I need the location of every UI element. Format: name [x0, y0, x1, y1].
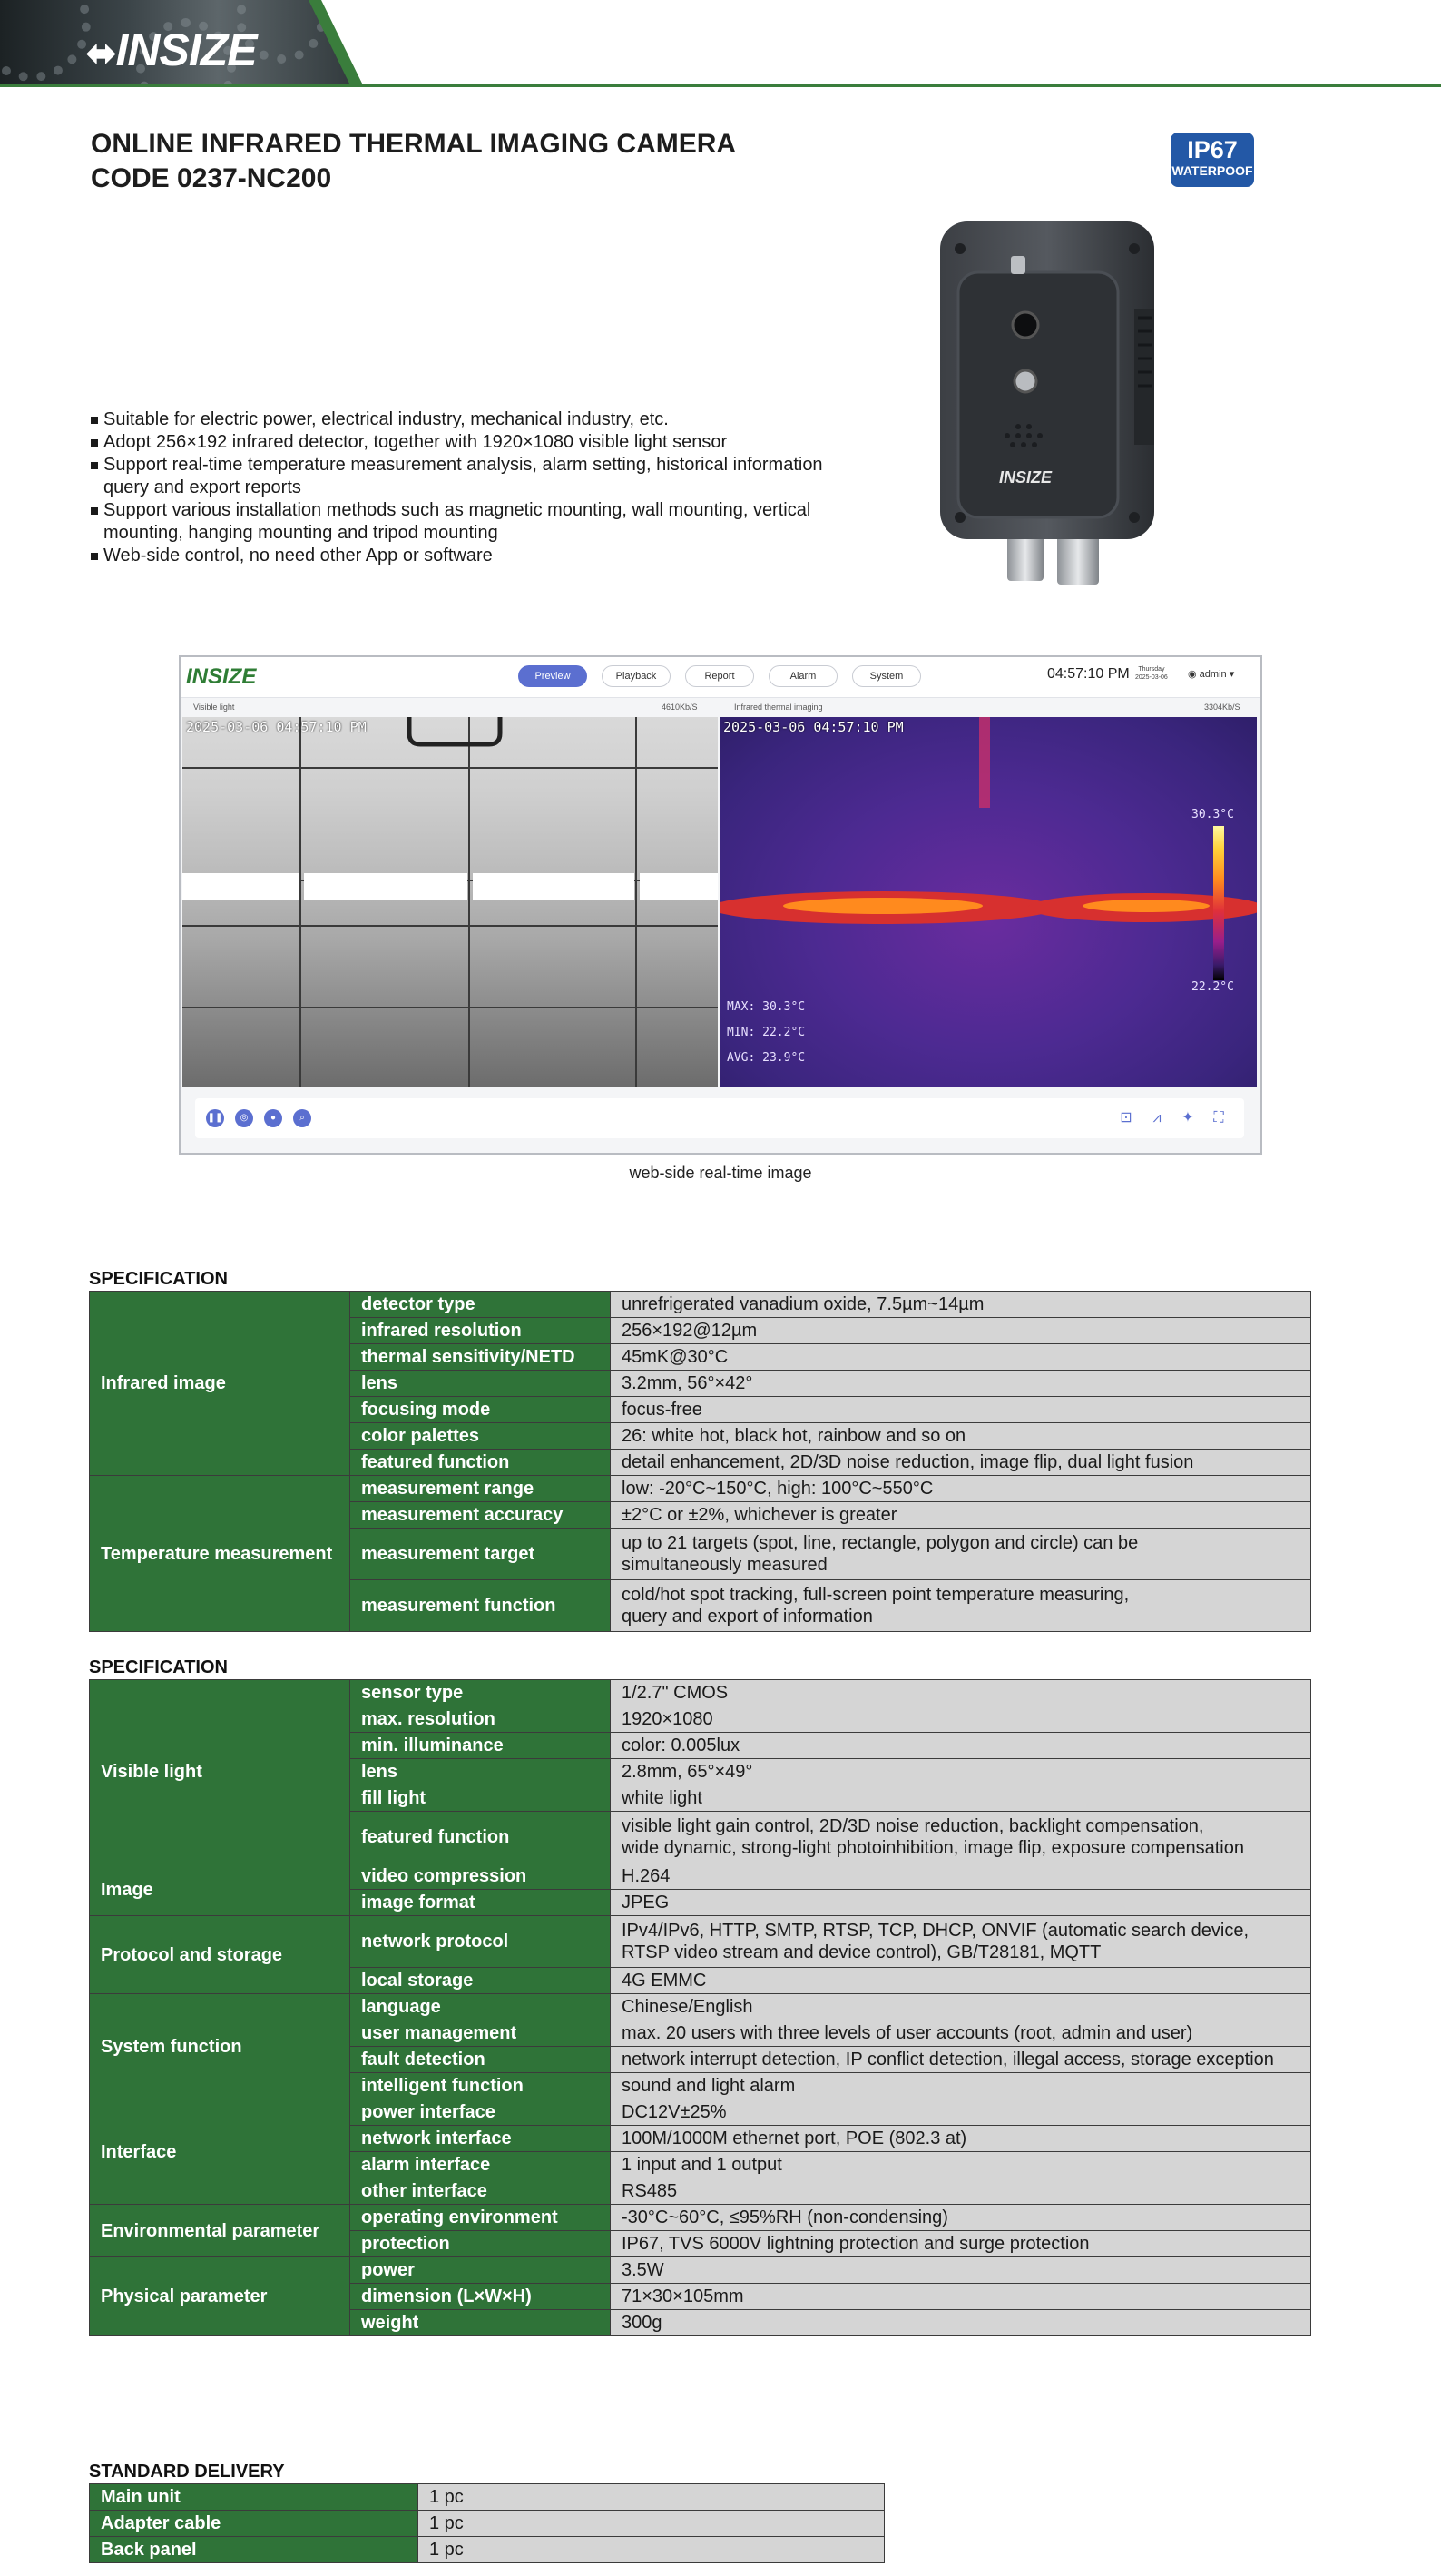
spec-row [90, 2257, 1311, 2284]
delivery-item: Back panel [90, 2537, 418, 2563]
spec-value-line: DC12V±25% [622, 2102, 727, 2122]
spec-group-label: Visible light [90, 1680, 350, 1863]
visible-timestamp: 2025-03-06 04:57:10 PM [186, 719, 367, 735]
spec-value [611, 1397, 1311, 1423]
spec-parameter: user management [350, 2020, 611, 2047]
delivery-row [90, 2484, 885, 2511]
spec-value-line: 1/2.7" CMOS [622, 1683, 729, 1703]
spec-value-line: 2.8mm, 65°×49° [622, 1762, 753, 1782]
spec-value-line: 3.2mm, 56°×42° [622, 1373, 753, 1393]
spec-value-line: cold/hot spot tracking, full-screen point temperature measuring, [622, 1585, 1130, 1605]
spec-row [90, 1916, 1311, 1968]
spec-value [611, 1785, 1311, 1812]
visible-scene [182, 717, 718, 1087]
spec-value-line: IP67, TVS 6000V lightning protection and surge protection [622, 2234, 1090, 2254]
spec-parameter: measurement target [350, 1529, 611, 1580]
spec-value [611, 1344, 1311, 1371]
feature-list [91, 408, 835, 567]
spec-value [611, 1502, 1311, 1529]
spec-value [611, 2257, 1311, 2284]
scale-max-label: 30.3°C [1191, 808, 1234, 821]
spec-parameter: infrared resolution [350, 1318, 611, 1344]
spec-value-line: Chinese/English [622, 1997, 753, 2017]
spec-parameter: fault detection [350, 2047, 611, 2073]
spec-row [90, 1292, 1311, 1318]
spec-parameter: language [350, 1994, 611, 2020]
spec-group-label: Interface [90, 2099, 350, 2205]
spec-value [611, 1733, 1311, 1759]
spec-value [611, 1318, 1311, 1344]
spec-row [90, 1476, 1311, 1502]
spec-value-line: 26: white hot, black hot, rainbow and so on [622, 1426, 966, 1446]
playback-controls [195, 1098, 1244, 1138]
spec-parameter: measurement function [350, 1580, 611, 1632]
user-icon: ◉ [1188, 669, 1197, 680]
spec-value [611, 1759, 1311, 1785]
spot-measure-icon[interactable]: ✦ [1181, 1110, 1194, 1126]
trend-chart-icon[interactable]: ⩘ [1152, 1110, 1162, 1126]
camera-product-image [935, 218, 1162, 599]
spec-value [611, 1476, 1311, 1502]
spec-group-label: System function [90, 1994, 350, 2099]
spec-value-line: up to 21 targets (spot, line, rectangle, polygon and circle) can be [622, 1533, 1139, 1553]
spec-value [611, 2099, 1311, 2126]
spec-parameter: power [350, 2257, 611, 2284]
spec-row [90, 1994, 1311, 2020]
insize-logo: ⬌INSIZE [86, 25, 257, 75]
visible-pane-bitrate: 4610Kb/S [662, 703, 698, 712]
scale-min-label: 22.2°C [1191, 980, 1234, 994]
infrared-view[interactable] [720, 717, 1257, 1087]
tab-system[interactable]: System [852, 665, 921, 687]
user-menu[interactable]: ◉ admin ▾ [1188, 669, 1235, 680]
spec-parameter: lens [350, 1759, 611, 1785]
page-title [91, 127, 736, 196]
spec-value [611, 1529, 1311, 1580]
spec-value [611, 1292, 1311, 1318]
spec-value [611, 1580, 1311, 1632]
spec-value-line: 100M/1000M ethernet port, POE (802.3 at) [622, 2129, 967, 2148]
spec-title-2: SPECIFICATION [89, 1657, 228, 1677]
spec-row [90, 1863, 1311, 1890]
spec-parameter: fill light [350, 1785, 611, 1812]
spec-parameter: thermal sensitivity/NETD [350, 1344, 611, 1371]
spec-group-label: Environmental parameter [90, 2205, 350, 2257]
spec-value [611, 2178, 1311, 2205]
spec-parameter: color palettes [350, 1423, 611, 1450]
page-header [0, 0, 1441, 89]
spec-value-line: visible light gain control, 2D/3D noise reduction, backlight compensation, [622, 1816, 1204, 1836]
spec-value-line: detail enhancement, 2D/3D noise reduction, image flip, dual light fusion [622, 1452, 1194, 1472]
min-temp-readout: MIN: 22.2°C [727, 1026, 806, 1039]
spec-parameter: network protocol [350, 1916, 611, 1968]
tab-preview[interactable]: Preview [518, 665, 587, 687]
spec-parameter: protection [350, 2231, 611, 2257]
spec-value [611, 1706, 1311, 1733]
feature-item: Suitable for electric power, electrical industry, mechanical industry, etc. [91, 408, 835, 431]
screenshot-caption: web-side real-time image [629, 1164, 812, 1182]
svg-text:INSIZE: INSIZE [998, 468, 1053, 487]
spec-value-line: RTSP video stream and device control), GB/T28181, MQTT [622, 1942, 1102, 1962]
delivery-title: STANDARD DELIVERY [89, 2462, 285, 2482]
spec-value-line: query and export of information [622, 1607, 873, 1627]
spec-value [611, 1994, 1311, 2020]
spec-parameter: image format [350, 1890, 611, 1916]
spec-row [90, 2099, 1311, 2126]
spec-value [611, 1916, 1311, 1968]
delivery-row [90, 2511, 885, 2537]
spec-value [611, 1890, 1311, 1916]
spec-parameter: max. resolution [350, 1706, 611, 1733]
spec-row [90, 2205, 1311, 2231]
spec-value-line: IPv4/IPv6, HTTP, SMTP, RTSP, TCP, DHCP, ONVIF (automatic search device, [622, 1921, 1249, 1941]
spec-value [611, 2073, 1311, 2099]
spec-parameter: detector type [350, 1292, 611, 1318]
spec-value-line: wide dynamic, strong-light photoinhibition, image flip, exposure compensation [622, 1838, 1244, 1858]
temperature-scale-bar [1213, 826, 1224, 980]
logo-arrow-icon: ⬌ [86, 34, 116, 74]
spec-value-line: low: -20°C~150°C, high: 100°C~550°C [622, 1479, 934, 1499]
max-temp-readout: MAX: 30.3°C [727, 1000, 806, 1014]
spec-parameter: measurement accuracy [350, 1502, 611, 1529]
spec-value [611, 2047, 1311, 2073]
spec-value [611, 2020, 1311, 2047]
spec-value-line: 4G EMMC [622, 1971, 707, 1991]
delivery-table [89, 2483, 885, 2563]
spec-parameter: focusing mode [350, 1397, 611, 1423]
spec-value-line: H.264 [622, 1866, 671, 1886]
feature-item: Web-side control, no need other App or software [91, 545, 835, 567]
spec-parameter: featured function [350, 1812, 611, 1863]
spec-table-general [89, 1679, 1311, 2336]
spec-parameter: local storage [350, 1968, 611, 1994]
spec-value-line: focus-free [622, 1400, 702, 1420]
spec-value [611, 1450, 1311, 1476]
record-icon[interactable]: ● [264, 1109, 282, 1127]
spec-parameter: measurement range [350, 1476, 611, 1502]
spec-parameter: power interface [350, 2099, 611, 2126]
spec-parameter: min. illuminance [350, 1733, 611, 1759]
zoom-search-icon[interactable]: ⌕ [293, 1109, 311, 1127]
delivery-row [90, 2537, 885, 2563]
spec-value-line: 256×192@12µm [622, 1321, 758, 1341]
spec-value-line: RS485 [622, 2181, 678, 2201]
spec-value [611, 2284, 1311, 2310]
spec-parameter: featured function [350, 1450, 611, 1476]
spec-parameter: weight [350, 2310, 611, 2336]
spec-value [611, 2205, 1311, 2231]
spec-value [611, 2231, 1311, 2257]
avg-temp-readout: AVG: 23.9°C [727, 1051, 806, 1065]
spec-group-label: Protocol and storage [90, 1916, 350, 1994]
web-ui-topbar [181, 657, 1260, 698]
web-ui-logo: INSIZE [186, 664, 257, 689]
spec-parameter: intelligent function [350, 2073, 611, 2099]
region-select-icon[interactable]: ⊡ [1120, 1110, 1132, 1126]
chevron-down-icon: ▾ [1229, 669, 1235, 680]
spec-value [611, 1863, 1311, 1890]
spec-value-line: 1920×1080 [622, 1709, 713, 1729]
spec-parameter: dimension (L×W×H) [350, 2284, 611, 2310]
feature-item: Support real-time temperature measurement analysis, alarm setting, historical information query and export reports [91, 454, 835, 499]
delivery-item: Adapter cable [90, 2511, 418, 2537]
fullscreen-icon[interactable]: ⛶ [1213, 1110, 1224, 1126]
spec-value-line: 45mK@30°C [622, 1347, 729, 1367]
visible-pane-label: Visible light [193, 703, 235, 712]
spec-value-line: network interrupt detection, IP conflict detection, illegal access, storage exception [622, 2050, 1274, 2070]
spec-value-line: white light [622, 1788, 702, 1808]
delivery-quantity: 1 pc [418, 2511, 885, 2537]
spec-value-line: 1 input and 1 output [622, 2155, 782, 2175]
spec-value-line: unrefrigerated vanadium oxide, 7.5µm~14µm [622, 1294, 985, 1314]
ir-timestamp: 2025-03-06 04:57:10 PM [723, 719, 904, 735]
spec-group-label: Image [90, 1863, 350, 1916]
spec-value-line: 3.5W [622, 2260, 664, 2280]
product-code: CODE 0237-NC200 [91, 163, 332, 193]
delivery-quantity: 1 pc [418, 2484, 885, 2511]
spec-value-line: max. 20 users with three levels of user accounts (root, admin and user) [622, 2023, 1193, 2043]
ir-pane-label: Infrared thermal imaging [734, 703, 823, 712]
clock-time: 04:57:10 PM [1047, 666, 1130, 682]
spec-parameter: alarm interface [350, 2152, 611, 2178]
spec-parameter: lens [350, 1371, 611, 1397]
spec-value-line: color: 0.005lux [622, 1735, 740, 1755]
spec-value [611, 2152, 1311, 2178]
spec-value [611, 2310, 1311, 2336]
spec-value [611, 1968, 1311, 1994]
delivery-item: Main unit [90, 2484, 418, 2511]
delivery-quantity: 1 pc [418, 2537, 885, 2563]
spec-value-line: ±2°C or ±2%, whichever is greater [622, 1505, 897, 1525]
visible-light-view[interactable] [182, 717, 718, 1087]
spec-value-line: -30°C~60°C, ≤95%RH (non-condensing) [622, 2207, 948, 2227]
product-name: ONLINE INFRARED THERMAL IMAGING CAMERA [91, 129, 737, 159]
web-ui-screenshot [179, 655, 1262, 1155]
spec-value [611, 1423, 1311, 1450]
feature-item: Support various installation methods such as magnetic mounting, wall mounting, vertical mounting, hanging mounting and tripod mounting [91, 499, 835, 545]
tab-playback[interactable]: Playback [602, 665, 671, 687]
spec-title-1: SPECIFICATION [89, 1269, 228, 1289]
ir-pane-bitrate: 3304Kb/S [1204, 703, 1240, 712]
spec-group-label: Physical parameter [90, 2257, 350, 2336]
spec-value [611, 1680, 1311, 1706]
pause-icon[interactable]: ❚❚ [206, 1109, 224, 1127]
gear-graphic [0, 0, 91, 82]
spec-parameter: operating environment [350, 2205, 611, 2231]
spec-value-line: sound and light alarm [622, 2076, 796, 2096]
camera-snapshot-icon[interactable]: ◎ [235, 1109, 253, 1127]
spec-group-label: Infrared image [90, 1292, 350, 1476]
spec-value-line: 300g [622, 2313, 662, 2333]
tab-report[interactable]: Report [685, 665, 754, 687]
tab-alarm[interactable]: Alarm [769, 665, 838, 687]
spec-parameter: other interface [350, 2178, 611, 2205]
spec-group-label: Temperature measurement [90, 1476, 350, 1632]
spec-table-infrared [89, 1291, 1311, 1632]
spec-row [90, 1680, 1311, 1706]
spec-value-line: simultaneously measured [622, 1555, 828, 1575]
spec-value [611, 2126, 1311, 2152]
spec-value [611, 1812, 1311, 1863]
spec-value-line: JPEG [622, 1893, 670, 1912]
clock-date: Thursday 2025-03-06 [1135, 666, 1168, 681]
spec-value [611, 1371, 1311, 1397]
spec-parameter: sensor type [350, 1680, 611, 1706]
spec-value-line: 71×30×105mm [622, 2286, 744, 2306]
ip67-badge: IP67 WATERPOOF [1171, 133, 1254, 187]
feature-item: Adopt 256×192 infrared detector, together with 1920×1080 visible light sensor [91, 431, 835, 454]
header-divider [0, 84, 1441, 87]
spec-parameter: video compression [350, 1863, 611, 1890]
spec-parameter: network interface [350, 2126, 611, 2152]
